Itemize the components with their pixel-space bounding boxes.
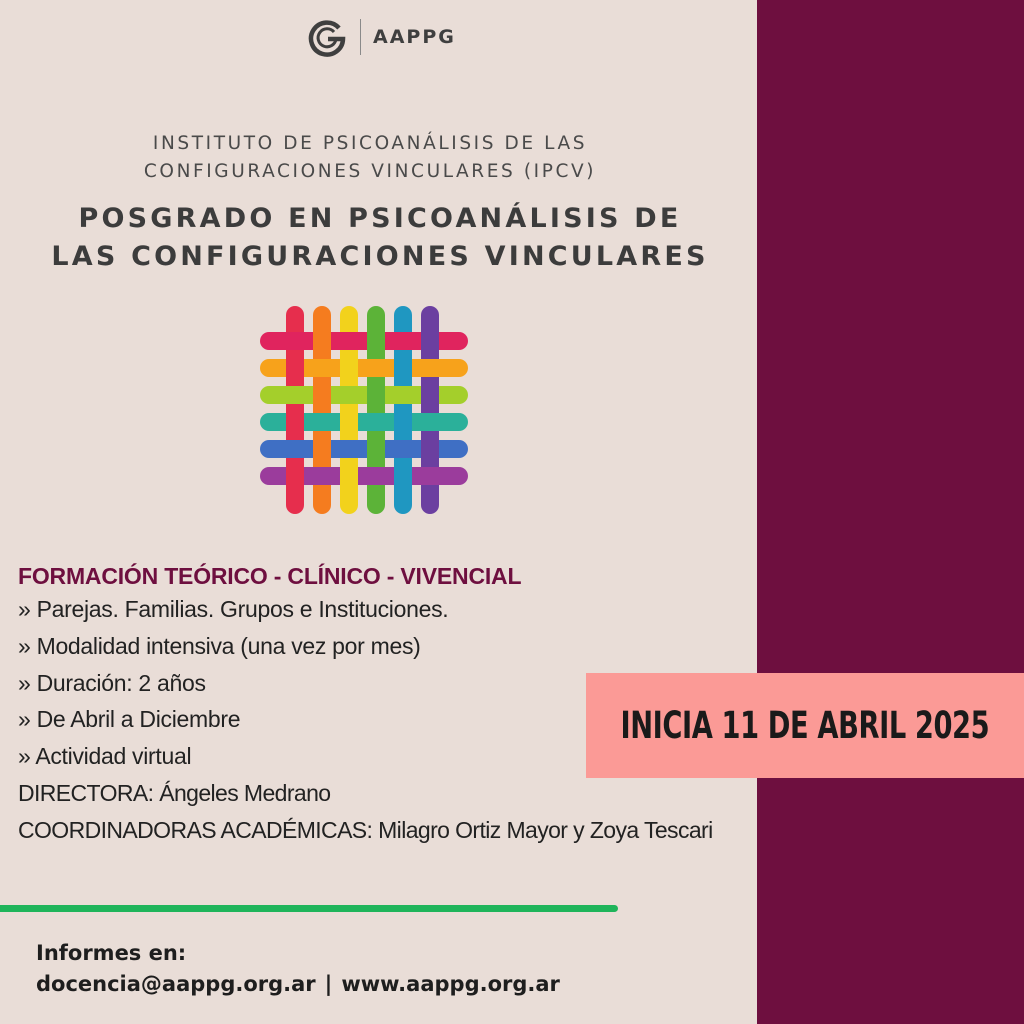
- coordinators-line: COORDINADORAS ACADÉMICAS: Milagro Ortiz Mayor y Zoya Tescari: [18, 816, 713, 843]
- contact-website[interactable]: www.aappg.org.ar: [341, 972, 560, 996]
- feature-item: » Parejas. Familias. Grupos e Instituciones.: [18, 596, 449, 622]
- accent-panel: [757, 0, 1024, 1024]
- g-logo-icon: [306, 16, 348, 58]
- feature-item: » Modalidad intensiva (una vez por mes): [18, 632, 421, 659]
- feature-item: » Actividad virtual: [18, 743, 192, 770]
- rainbow-weave-icon: [256, 302, 472, 518]
- brand-header: [306, 14, 456, 60]
- feature-item: » De Abril a Diciembre: [18, 706, 241, 733]
- contact-email[interactable]: docencia@aappg.org.ar: [36, 972, 316, 996]
- institute-name: [0, 130, 740, 186]
- feature-item: » Duración: 2 años: [18, 669, 206, 696]
- brand-name: AAPPG: [373, 26, 456, 48]
- program-title: [0, 200, 760, 276]
- contact-separator: |: [324, 972, 333, 996]
- program-title-line-1: POSGRADO EN PSICOANÁLISIS DE: [78, 203, 682, 234]
- contact-info: [36, 938, 560, 1000]
- features-heading: FORMACIÓN TEÓRICO - CLÍNICO - VIVENCIAL: [18, 563, 522, 589]
- institute-line-1: INSTITUTO DE PSICOANÁLISIS DE LAS: [152, 133, 588, 154]
- director-line: DIRECTORA: Ángeles Medrano: [18, 779, 331, 806]
- start-date-badge: [586, 673, 1024, 778]
- program-title-line-2: LAS CONFIGURACIONES VINCULARES: [51, 241, 709, 272]
- brand-divider: [360, 19, 361, 55]
- divider-line: [0, 905, 618, 912]
- institute-line-2: CONFIGURACIONES VINCULARES (IPCV): [143, 161, 597, 182]
- contact-links: [36, 969, 560, 1000]
- contact-label: Informes en:: [36, 941, 187, 965]
- start-date-text: INICIA 11 DE ABRIL 2025: [620, 704, 990, 747]
